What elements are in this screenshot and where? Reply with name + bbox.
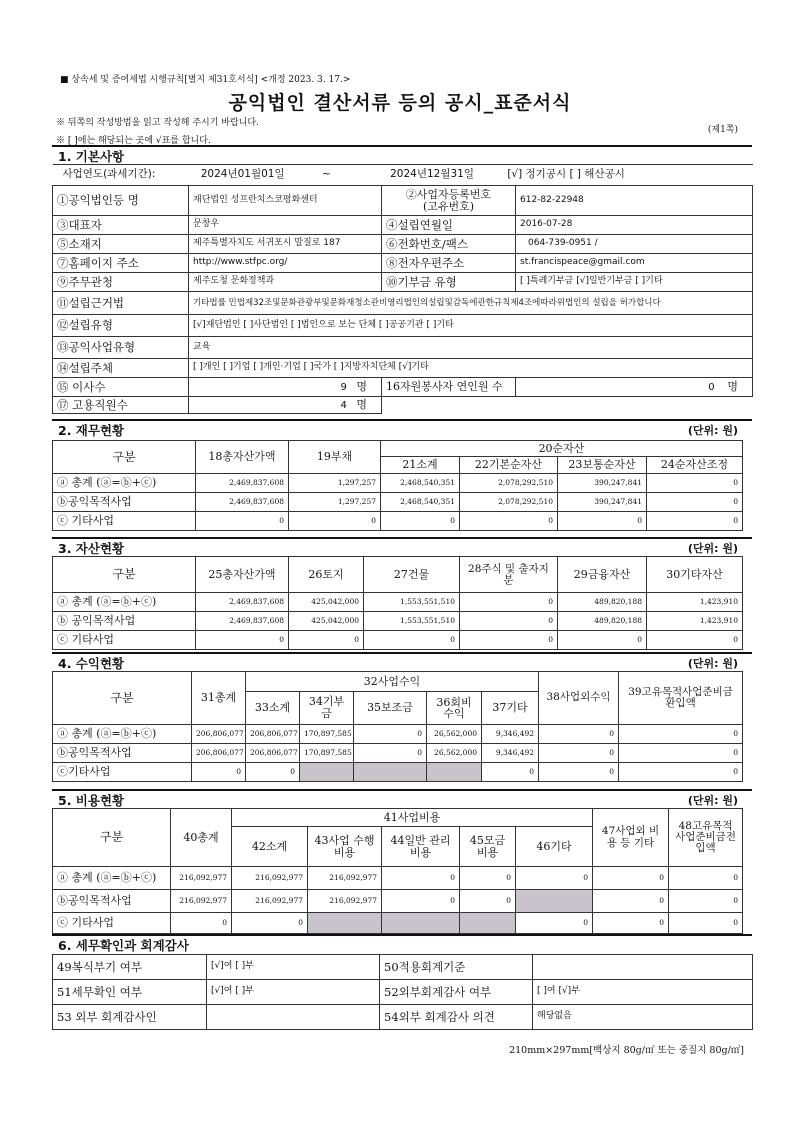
- fiscal-year-tilde: ~: [321, 168, 331, 181]
- cell: 0: [460, 512, 558, 531]
- section-5-unit: (단위: 원): [687, 794, 738, 807]
- cell: 216,092,977: [308, 890, 382, 913]
- cell: 0: [619, 725, 743, 744]
- cell: 2,078,292,510: [460, 493, 558, 512]
- cell: 1,297,257: [289, 493, 381, 512]
- cell: 216,092,977: [171, 890, 232, 913]
- cell: 9,346,492: [482, 744, 539, 763]
- cell: 0: [647, 493, 743, 512]
- audit-opinion-label: 54외부 회계감사 의견: [380, 1005, 533, 1030]
- fin-adj-header: 24순자산조정: [647, 457, 743, 474]
- cell: 206,806,077: [192, 744, 246, 763]
- exp-total-header: 40총계: [171, 809, 232, 867]
- section-1-title: 1. 기본사항: [58, 149, 125, 164]
- section-4-unit: (단위: 원): [687, 657, 738, 670]
- table-row: [53, 612, 743, 631]
- tax-check-value: [√]여 [ ]부: [207, 980, 380, 1005]
- rev-total-header: 31총계: [192, 672, 246, 725]
- address-value: 제주특별자치도 서귀포시 말질로 187: [189, 235, 382, 254]
- shaded-cell: [427, 763, 482, 782]
- cell: 0: [382, 867, 460, 890]
- employees-label: ⑰ 고용직원수: [53, 397, 189, 414]
- cell: 2,078,292,510: [460, 474, 558, 493]
- cell: 206,806,077: [246, 744, 300, 763]
- cell: 9,346,492: [482, 725, 539, 744]
- donation-type-label: ⑩기부금 유형: [382, 273, 516, 292]
- shaded-cell: [460, 913, 516, 934]
- cell: 0: [516, 913, 593, 934]
- cell: 0: [460, 631, 558, 650]
- org-name-value: 재단법인 성프란치스코평화센터: [189, 186, 382, 216]
- row-label: ⓐ 총계 (ⓐ=ⓑ+ⓒ): [53, 867, 171, 890]
- fin-total-assets-header: 18총자산가액: [196, 441, 289, 474]
- bookkeeping-label: 49복식부기 여부: [53, 955, 207, 980]
- paper-spec-footer: 210mm×297mm[백상지 80g/㎡ 또는 중질지 80g/㎡]: [509, 1045, 744, 1056]
- fin-liabilities-header: 19부채: [289, 441, 381, 474]
- biz-type-value: 교육: [189, 337, 753, 359]
- cell: 0: [460, 867, 516, 890]
- exp-reserve-header: 48고유목적 사업준비금전 입액: [669, 809, 743, 867]
- cell: 0: [669, 867, 743, 890]
- cell: 0: [289, 631, 364, 650]
- revenue-table: [52, 671, 743, 782]
- row-label: ⓑ 공익목적사업: [53, 612, 196, 631]
- external-audit-label: 52외부회계감사 여부: [380, 980, 533, 1005]
- cell: 0: [460, 612, 558, 631]
- cell: 425,042,000: [289, 593, 364, 612]
- cell: 0: [482, 763, 539, 782]
- cell: 2,468,540,351: [381, 493, 460, 512]
- section-2-title: 2. 재무현황: [58, 423, 125, 438]
- shaded-cell: [300, 763, 354, 782]
- biz-reg-label: ②사업자등록번호 (고유번호): [382, 186, 516, 216]
- cell: 0: [593, 867, 669, 890]
- table-row: [53, 890, 743, 913]
- cell: 2,468,540,351: [381, 474, 460, 493]
- exp-sub-header: 46기타: [516, 827, 593, 867]
- fin-supp-header: 23보통순자산: [558, 457, 647, 474]
- row-label: ⓐ 총계 (ⓐ=ⓑ+ⓒ): [53, 474, 196, 493]
- basis-law-label: ⑪설립근거법: [53, 292, 189, 315]
- section-4-title: 4. 수익현황: [58, 656, 125, 671]
- audit-table: [52, 954, 753, 1030]
- assets-header: 29금융자산: [558, 557, 647, 593]
- assets-header: 28주식 및 출자지분: [460, 557, 558, 593]
- cell: 489,820,188: [558, 612, 647, 631]
- section-2-unit: (단위: 원): [687, 424, 738, 437]
- financial-table: [52, 440, 743, 531]
- assets-header: 27건물: [364, 557, 460, 593]
- exp-kind-header: 구분: [53, 809, 171, 867]
- table-row: [53, 593, 743, 612]
- rev-reserve-header: 39고유목적사업준비금 환입액: [619, 672, 743, 725]
- phone-value: 064-739-0951 /: [516, 235, 753, 254]
- row-label: ⓐ 총계 (ⓐ=ⓑ+ⓒ): [53, 593, 196, 612]
- authority-value: 제주도청 문화정책과: [189, 273, 382, 292]
- cell: 0: [354, 725, 427, 744]
- volunteers-unit: 명: [727, 379, 739, 393]
- cell: 0: [558, 631, 647, 650]
- cell: 0: [669, 913, 743, 934]
- cell: 0: [619, 744, 743, 763]
- cell: 2,469,837,608: [196, 593, 289, 612]
- cell: 2,469,837,608: [196, 612, 289, 631]
- cell: 216,092,977: [171, 867, 232, 890]
- shaded-cell: [382, 913, 460, 934]
- org-name-label: ①공익법인등 명: [53, 186, 189, 216]
- cell: 26,562,000: [427, 744, 482, 763]
- founder-value: [ ]개인 [ ]기업 [ ]개인·기업 [ ]국가 [ ]지방자치단체 [√]기타: [189, 359, 753, 378]
- auditor-label: 53 외부 회계감사인: [53, 1005, 207, 1030]
- biz-reg-value: 612-82-22948: [516, 186, 753, 216]
- cell: 390,247,841: [558, 474, 647, 493]
- cell: 0: [232, 913, 308, 934]
- homepage-label: ⑦홈페이지 주소: [53, 254, 189, 273]
- audit-opinion-value: 해당없음: [533, 1005, 753, 1030]
- row-label: ⓑ공익목적사업: [53, 744, 192, 763]
- row-label: ⓒ 기타사업: [53, 913, 171, 934]
- table-row: [53, 913, 743, 934]
- directors-unit: 명: [356, 379, 367, 393]
- cell: 0: [460, 593, 558, 612]
- exp-sub-header: 44일반 관리비용: [382, 827, 460, 867]
- note-checkbox: ※ [ ]에는 해당되는 곳에 √표를 합니다.: [56, 136, 211, 146]
- cell: 216,092,977: [232, 890, 308, 913]
- rev-sub-header: 36회비 수익: [427, 692, 482, 725]
- cell: 1,297,257: [289, 474, 381, 493]
- employees-blank: [382, 397, 753, 414]
- cell: 0: [539, 763, 619, 782]
- page-title: 공익법인 결산서류 등의 공시_표준서식: [228, 92, 572, 114]
- fiscal-year-row: [53, 165, 753, 186]
- employees-value: 4: [340, 399, 347, 411]
- shaded-cell: [308, 913, 382, 934]
- est-date-value: 2016-07-28: [516, 216, 753, 235]
- founder-label: ⑭설립주체: [53, 359, 189, 378]
- homepage-value: http://www.stfpc.org/: [189, 254, 382, 273]
- cell: 0: [558, 512, 647, 531]
- rev-sub-header: 33소계: [246, 692, 300, 725]
- assets-table: [52, 556, 743, 650]
- table-row: [53, 493, 743, 512]
- cell: 26,562,000: [427, 725, 482, 744]
- cell: 2,469,837,608: [196, 493, 289, 512]
- basis-law-value: 기타법률 민법제32조및문화관광부및문화재청소관비영리법인의설립및감독에관한규칙제4조에따라위법인의 설립을 허가합니다: [189, 292, 753, 315]
- est-type-label: ⑫설립유형: [53, 315, 189, 337]
- note-instructions: ※ 뒤쪽의 작성방법을 읽고 작성해 주시기 바랍니다.: [56, 118, 259, 128]
- cell: 0: [354, 744, 427, 763]
- section-3-unit: (단위: 원): [687, 542, 738, 555]
- exp-sub-header: 42소계: [232, 827, 308, 867]
- cell: 206,806,077: [192, 725, 246, 744]
- cell: 425,042,000: [289, 612, 364, 631]
- cell: 0: [647, 474, 743, 493]
- directors-value-cell: [189, 378, 382, 397]
- table-row: [53, 512, 743, 531]
- rep-value: 문창우: [189, 216, 382, 235]
- cell: 0: [460, 890, 516, 913]
- form-reference: ■ 상속세 및 증여세법 시행규칙[별지 제31호서식] <개정 2023. 3. 17.>: [60, 75, 351, 85]
- cell: 489,820,188: [558, 593, 647, 612]
- row-label: ⓑ공익목적사업: [53, 493, 196, 512]
- volunteers-value-cell: [516, 378, 753, 397]
- cell: 0: [192, 763, 246, 782]
- cell: 206,806,077: [246, 725, 300, 744]
- fiscal-year-label: 사업연도(과세기간):: [62, 168, 156, 181]
- cell: 216,092,977: [308, 867, 382, 890]
- fiscal-year-start: 2024년01월01일: [200, 168, 285, 181]
- email-value: st.francispeace@gmail.com: [516, 254, 753, 273]
- basic-info-table: [52, 164, 753, 414]
- accounting-std-label: 50적용회계기준: [380, 955, 533, 980]
- authority-label: ⑨주무관청: [53, 273, 189, 292]
- fin-subtotal-header: 21소계: [381, 457, 460, 474]
- volunteers-value: 0: [708, 381, 715, 393]
- cell: 0: [516, 867, 593, 890]
- cell: 0: [593, 890, 669, 913]
- cell: 0: [619, 763, 743, 782]
- table-row: [53, 763, 743, 782]
- address-label: ⑤소재지: [53, 235, 189, 254]
- rev-sub-header: 37기타: [482, 692, 539, 725]
- cell: 1,553,551,510: [364, 593, 460, 612]
- cell: 0: [539, 725, 619, 744]
- page-number: (제1쪽): [707, 125, 738, 135]
- cell: 1,423,910: [647, 612, 743, 631]
- cell: 0: [539, 744, 619, 763]
- cell: 170,897,585: [300, 744, 354, 763]
- cell: 1,553,551,510: [364, 612, 460, 631]
- row-label: ⓑ공익목적사업: [53, 890, 171, 913]
- fin-base-header: 22기본순자산: [460, 457, 558, 474]
- external-audit-value: [ ]여 [√]부: [533, 980, 753, 1005]
- row-label: ⓒ 기타사업: [53, 631, 196, 650]
- table-row: [53, 474, 743, 493]
- row-label: ⓒ 기타사업: [53, 512, 196, 531]
- cell: 2,469,837,608: [196, 474, 289, 493]
- accounting-std-value: [533, 955, 753, 980]
- section-3-title: 3. 자산현황: [58, 541, 125, 556]
- bookkeeping-value: [√]여 [ ]부: [207, 955, 380, 980]
- employees-value-cell: [189, 397, 382, 414]
- cell: 0: [381, 512, 460, 531]
- exp-sub-header: 45모금 비용: [460, 827, 516, 867]
- donation-type-value: [ ]특례기부금 [√]일반기부금 [ ]기타: [516, 273, 753, 292]
- cell: 0: [593, 913, 669, 934]
- cell: 0: [171, 913, 232, 934]
- shaded-cell: [516, 890, 593, 913]
- rev-biz-header: 32사업수익: [246, 672, 539, 692]
- rev-sub-header: 34기부금: [300, 692, 354, 725]
- est-type-value: [√]재단법인 [ ]사단법인 [ ]법인으로 보는 단체 [ ]공공기관 [ ]기타: [189, 315, 753, 337]
- cell: 0: [647, 631, 743, 650]
- rev-sub-header: 35보조금: [354, 692, 427, 725]
- exp-sub-header: 43사업 수행비용: [308, 827, 382, 867]
- table-row: [53, 744, 743, 763]
- volunteers-label: 16자원봉사자 연인원 수: [382, 378, 516, 397]
- expense-table: [52, 808, 743, 934]
- tax-check-label: 51세무확인 여부: [53, 980, 207, 1005]
- cell: 1,423,910: [647, 593, 743, 612]
- cell: 0: [647, 512, 743, 531]
- cell: 0: [382, 890, 460, 913]
- cell: 0: [246, 763, 300, 782]
- exp-other-header: 47사업외 비용 등 기타: [593, 809, 669, 867]
- cell: 0: [669, 890, 743, 913]
- cell: 0: [364, 631, 460, 650]
- fin-kind-header: 구분: [53, 441, 196, 474]
- shaded-cell: [354, 763, 427, 782]
- cell: 0: [196, 631, 289, 650]
- fin-net-assets-header: 20순자산: [381, 441, 743, 457]
- auditor-value: [207, 1005, 380, 1030]
- assets-header: 25총자산가액: [196, 557, 289, 593]
- rep-label: ③대표자: [53, 216, 189, 235]
- cell: 0: [196, 512, 289, 531]
- section-5-title: 5. 비용현황: [58, 793, 125, 808]
- email-label: ⑧전자우편주소: [382, 254, 516, 273]
- rev-other-header: 38사업외수익: [539, 672, 619, 725]
- disclosure-type: [√] 정기공시 [ ] 해산공시: [507, 168, 625, 181]
- cell: 0: [289, 512, 381, 531]
- est-date-label: ④설립연월일: [382, 216, 516, 235]
- employees-unit: 명: [356, 397, 367, 411]
- assets-header: 26토지: [289, 557, 364, 593]
- section-6-title: 6. 세무확인과 회계감사: [58, 938, 189, 953]
- exp-biz-header: 41사업비용: [232, 809, 593, 827]
- row-label: ⓒ기타사업: [53, 763, 192, 782]
- cell: 170,897,585: [300, 725, 354, 744]
- table-row: [53, 631, 743, 650]
- assets-header: 30기타자산: [647, 557, 743, 593]
- table-row: [53, 725, 743, 744]
- cell: 216,092,977: [232, 867, 308, 890]
- biz-type-label: ⑬공익사업유형: [53, 337, 189, 359]
- assets-kind-header: 구분: [53, 557, 196, 593]
- fiscal-year-end: 2024년12월31일: [390, 168, 474, 181]
- phone-label: ⑥전화번호/팩스: [382, 235, 516, 254]
- directors-value: 9: [340, 381, 347, 393]
- table-row: [53, 867, 743, 890]
- row-label: ⓐ 총계 (ⓐ=ⓑ+ⓒ): [53, 725, 192, 744]
- directors-label: ⑮ 이사수: [53, 378, 189, 397]
- cell: 390,247,841: [558, 493, 647, 512]
- rev-kind-header: 구분: [53, 672, 192, 725]
